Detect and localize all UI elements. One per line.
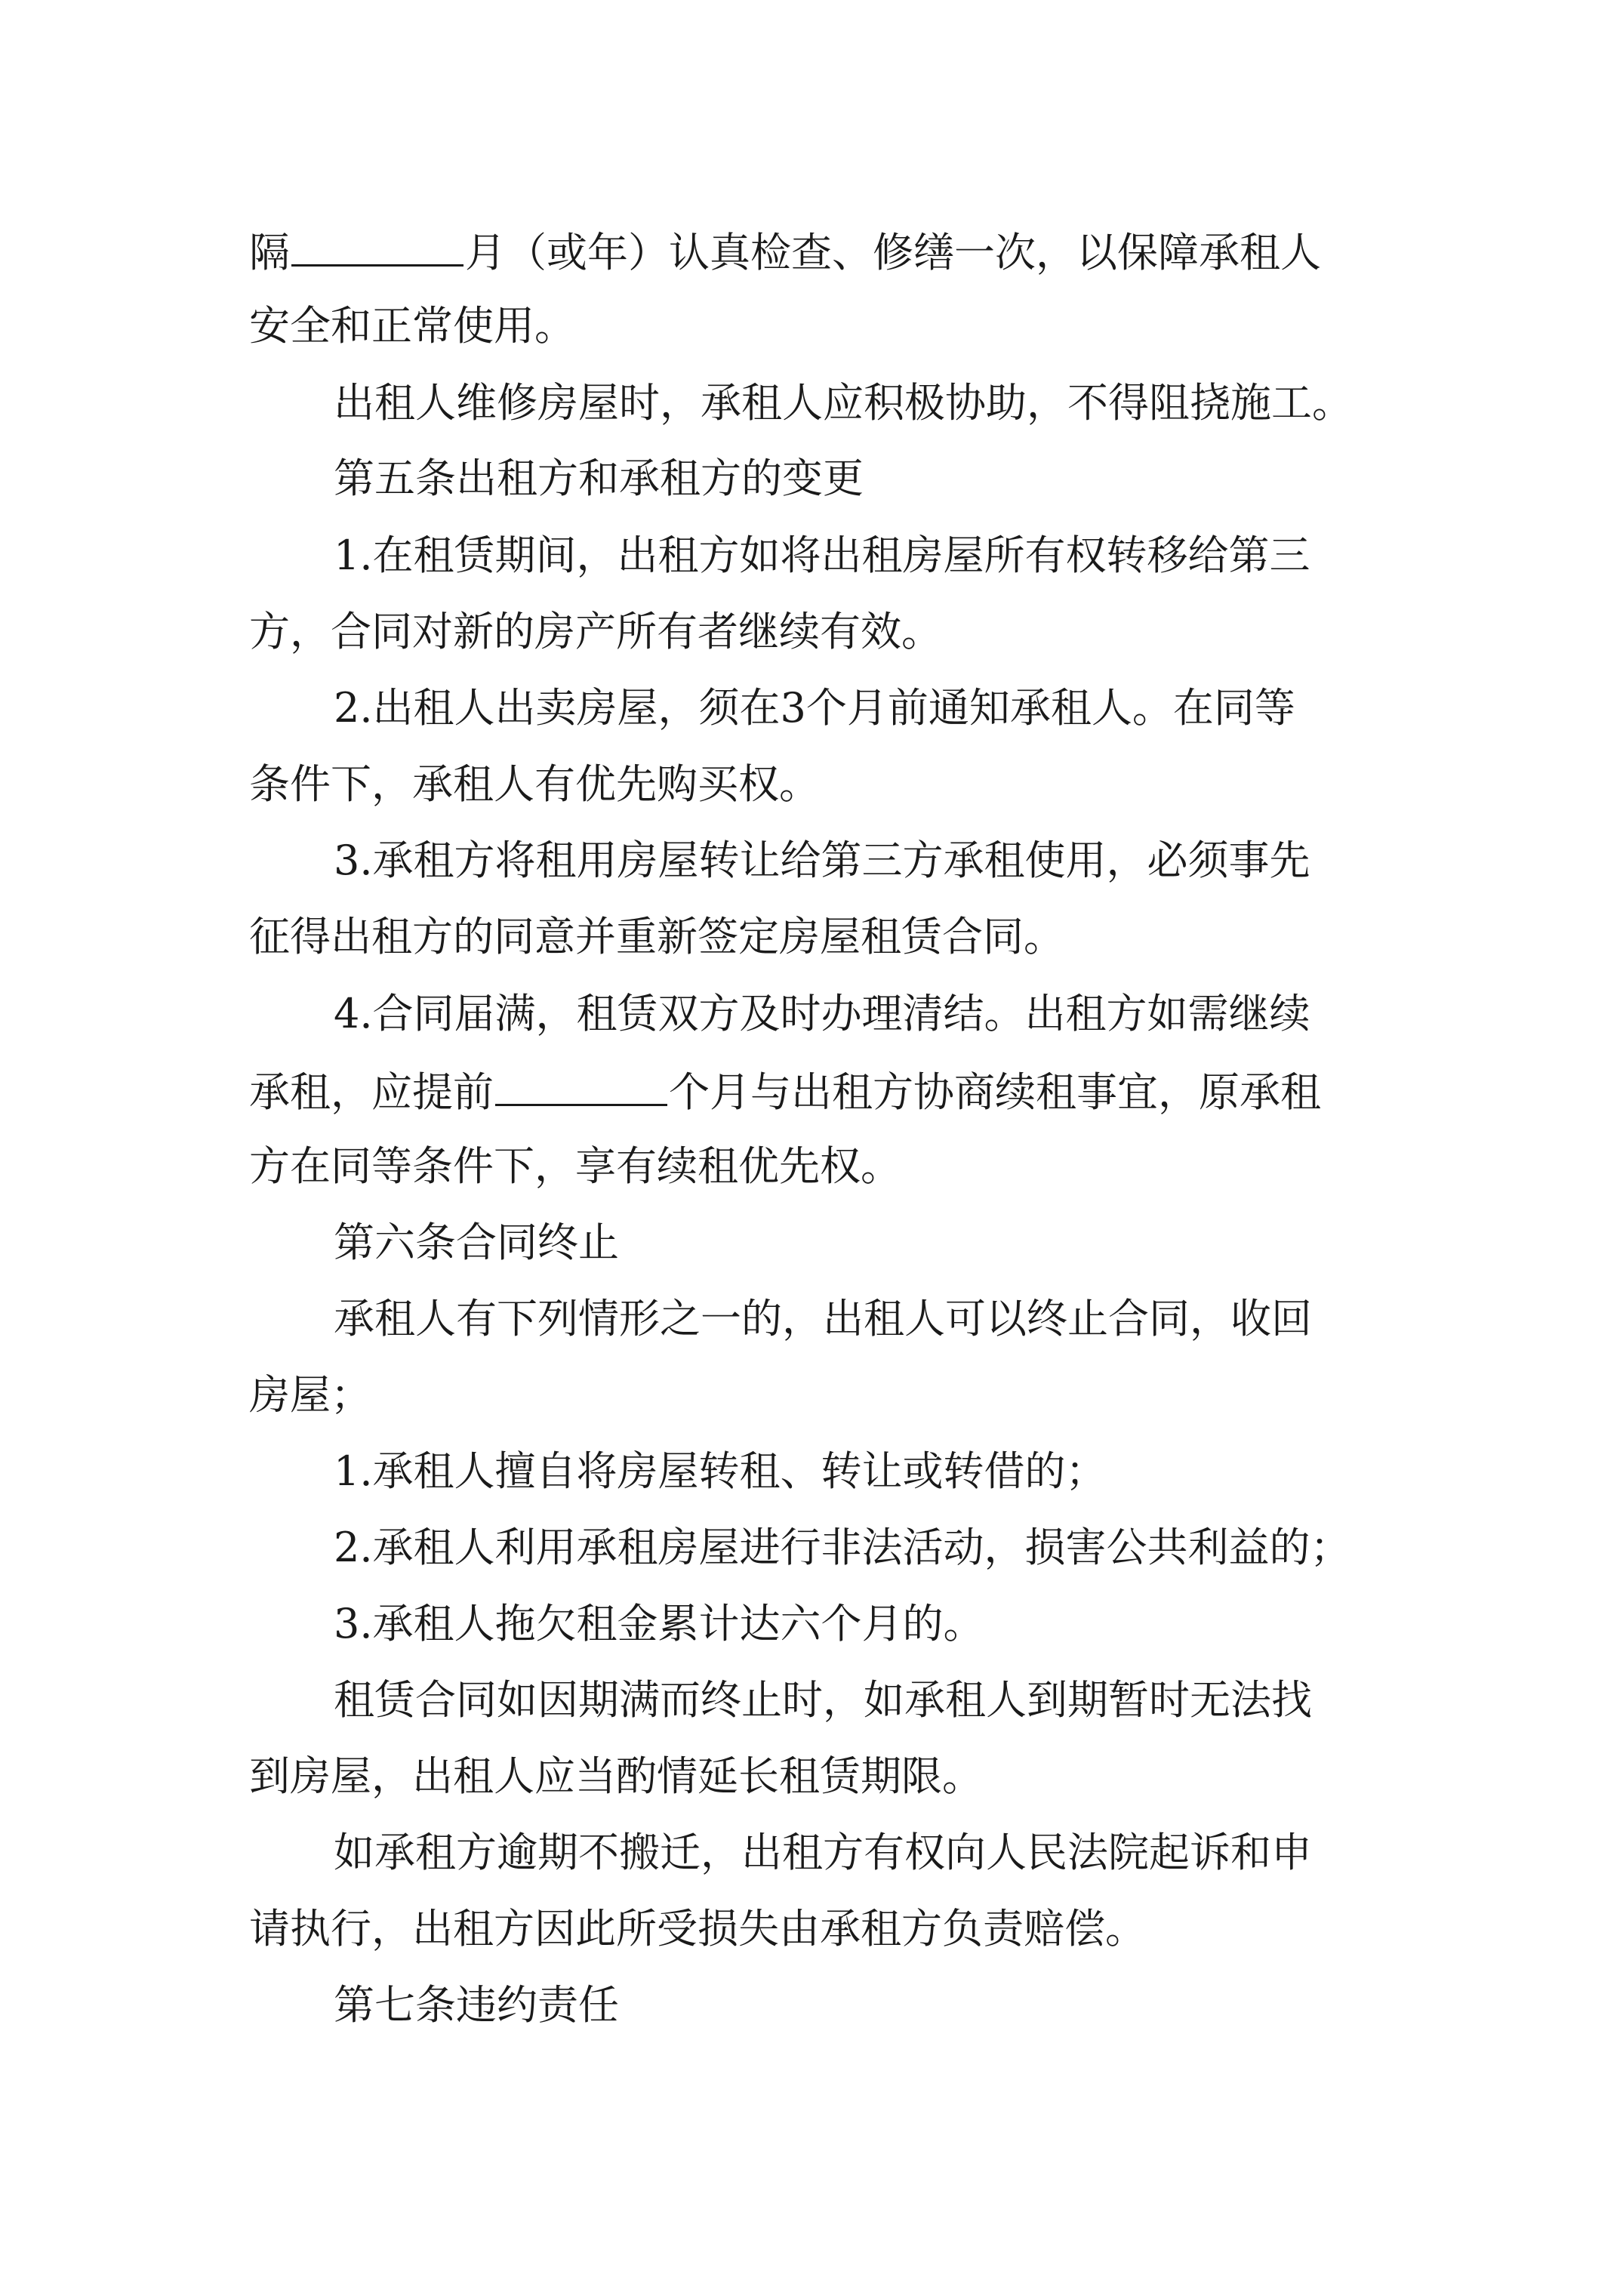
text-line: 承租人有下列情形之一的，出租人可以终止合同，收回 bbox=[334, 1295, 1312, 1342]
text-line: 房屋； bbox=[249, 1371, 371, 1419]
text-line: 方，合同对新的房产所有者继续有效。 bbox=[249, 608, 942, 655]
text-line: 1.在租赁期间，出租方如将出租房屋所有权转移给第三 bbox=[334, 532, 1310, 579]
text-line: 请执行，出租方因此所受损失由承租方负责赔偿。 bbox=[249, 1905, 1146, 1952]
text-line: 3.承租方将租用房屋转让给第三方承租使用，必须事先 bbox=[334, 837, 1310, 884]
text-line bbox=[249, 1066, 1321, 1114]
line-text: 承租，应提前 bbox=[249, 1068, 494, 1116]
text-line: 2.出租人出卖房屋，须在3个月前通知承租人。在同等 bbox=[334, 684, 1295, 732]
text-line: 安全和正常使用。 bbox=[249, 302, 575, 350]
line-text: 隔 bbox=[249, 229, 290, 276]
line-text: 个月与出租方协商续租事宜，原承租 bbox=[669, 1068, 1321, 1116]
text-line: 方在同等条件下，享有续租优先权。 bbox=[249, 1142, 901, 1190]
text-line: 条件下，承租人有优先购买权。 bbox=[249, 760, 820, 808]
text-line bbox=[249, 227, 1321, 275]
text-line: 出租人维修房屋时，承租人应积极协助，不得阻挠施工。 bbox=[334, 379, 1353, 427]
text-line: 1.承租人擅自将房屋转租、转让或转借的； bbox=[334, 1447, 1107, 1495]
text-line: 租赁合同如因期满而终止时，如承租人到期暂时无法找 bbox=[334, 1676, 1312, 1724]
text-line: 2.承租人利用承租房屋进行非法活动，损害公共利益的； bbox=[334, 1524, 1351, 1571]
text-line: 到房屋，出租人应当酌情延长租赁期限。 bbox=[249, 1752, 983, 1800]
line-text: 月（或年）认真检查、修缮一次，以保障承租人 bbox=[465, 229, 1321, 276]
section-heading: 第七条违约责任 bbox=[334, 1981, 619, 2029]
text-line: 4.合同届满，租赁双方及时办理清结。出租方如需继续 bbox=[334, 990, 1310, 1037]
fill-in-blank bbox=[291, 227, 463, 267]
text-line: 如承租方逾期不搬迁，出租方有权向人民法院起诉和申 bbox=[334, 1829, 1312, 1876]
text-line: 3.承租人拖欠租金累计达六个月的。 bbox=[334, 1600, 984, 1647]
text-line: 征得出租方的同意并重新签定房屋租赁合同。 bbox=[249, 913, 1064, 960]
fill-in-blank bbox=[495, 1066, 667, 1106]
section-heading: 第五条出租方和承租方的变更 bbox=[334, 455, 864, 502]
section-heading: 第六条合同终止 bbox=[334, 1219, 619, 1266]
